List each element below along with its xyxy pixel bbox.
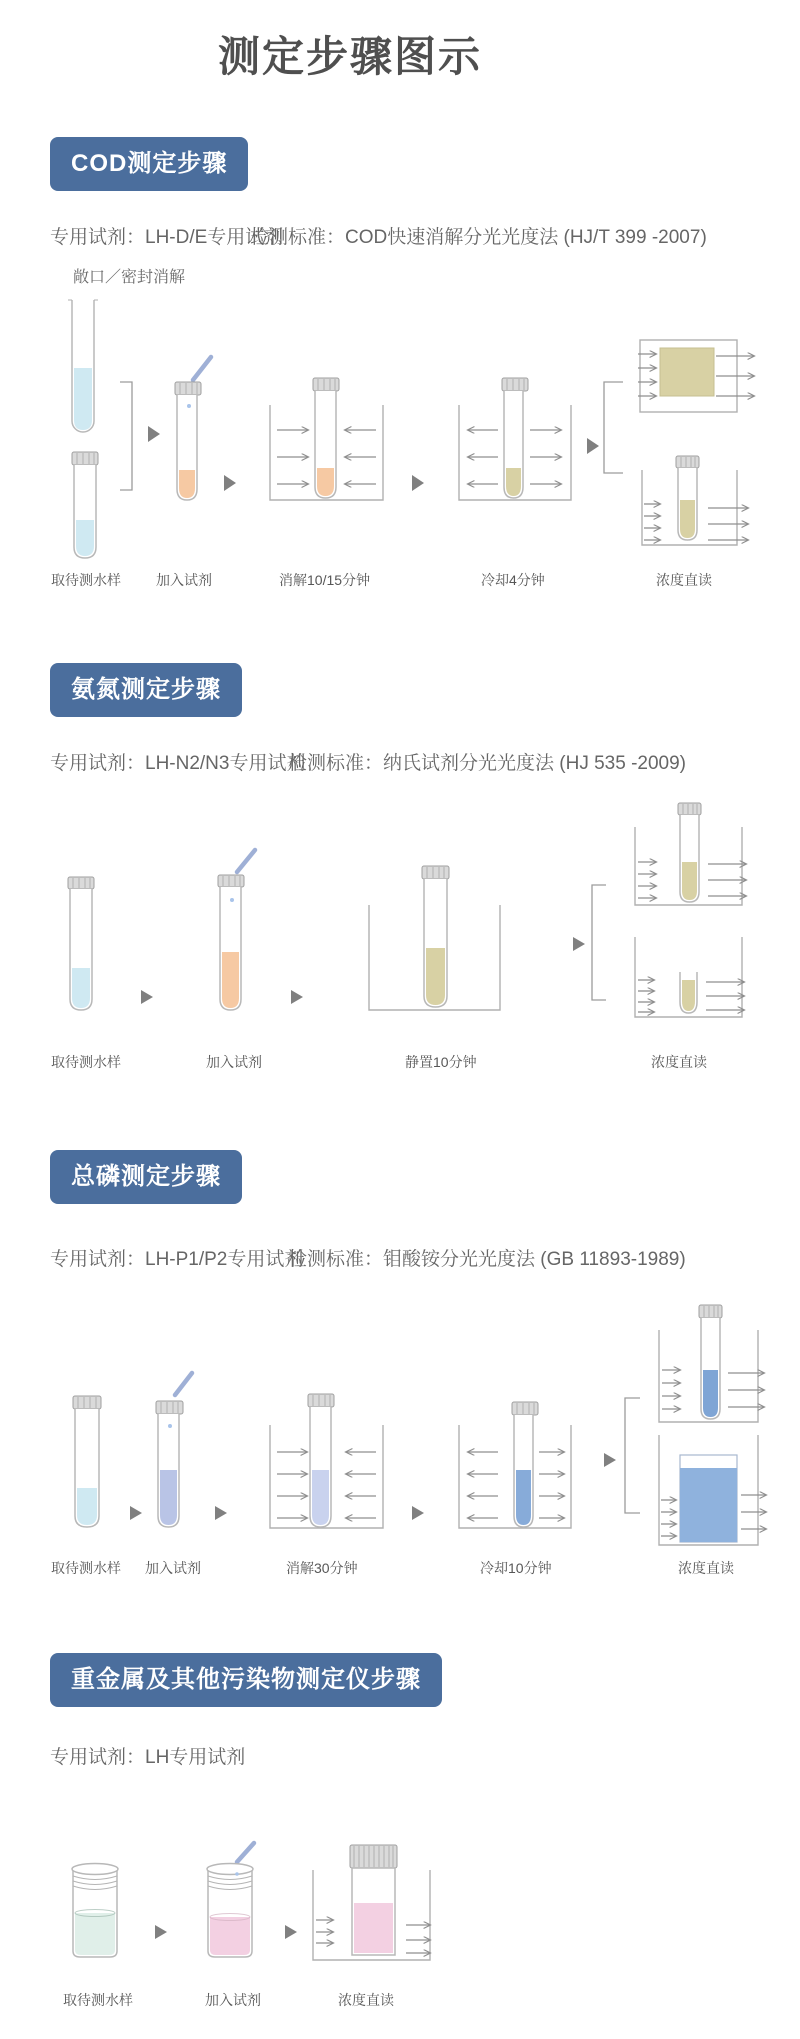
arrow-right-icon	[155, 1925, 167, 1939]
readout-bracket	[592, 885, 606, 1000]
section-cod-badge: COD测定步骤	[50, 137, 248, 191]
arrow-right-icon	[130, 1506, 142, 1520]
arrow-right-icon	[412, 475, 424, 491]
ammonia-process-diagram	[40, 790, 760, 1020]
arrow-right-icon	[604, 1453, 616, 1467]
step-caption: 消解30分钟	[286, 1560, 358, 1576]
standard-text: 检测标准：COD快速消解分光光度法 (HJ/T 399 -2007)	[250, 227, 707, 248]
step-caption: 取待测水样	[63, 1992, 133, 2008]
step-caption: 冷却10分钟	[480, 1560, 552, 1576]
phosphorus-process-diagram	[40, 1290, 760, 1550]
arrow-right-icon	[291, 990, 303, 1004]
cod-process-diagram	[40, 290, 760, 562]
dropper-icon	[237, 850, 255, 872]
step-caption: 消解10/15分钟	[279, 572, 371, 588]
arrow-right-icon	[224, 475, 236, 491]
arrow-right-icon	[215, 1506, 227, 1520]
capped-sample-tube-icon	[73, 1396, 101, 1527]
reagent-text: 专用试剂：LH-N2/N3专用试剂	[50, 753, 306, 774]
capped-sample-tube-icon	[72, 452, 98, 558]
reagent-text: 专用试剂：LH-D/E专用试剂	[50, 227, 284, 248]
photometer-readout-cell	[659, 1435, 766, 1545]
digestion-heater	[270, 378, 383, 500]
heavy-metal-process-diagram	[40, 1840, 480, 2000]
arrow-right-icon	[285, 1925, 297, 1939]
arrow-right-icon	[141, 990, 153, 1004]
cooling-stand	[459, 1402, 571, 1528]
dropper-icon	[193, 357, 211, 380]
readout-bracket	[604, 382, 623, 473]
reagent-text: 专用试剂：LH-P1/P2专用试剂	[50, 1249, 304, 1270]
arrow-right-icon	[587, 438, 599, 454]
step-caption: 取待测水样	[51, 1054, 121, 1070]
step-caption: 浓度直读	[656, 572, 712, 588]
photometer-readout-vial	[635, 937, 744, 1017]
settling-beaker	[369, 866, 500, 1010]
page-title: 测定步骤图示	[217, 33, 482, 80]
step-caption: 取待测水样	[51, 572, 121, 588]
photometer-readout-tube	[635, 803, 746, 905]
reagent-text: 专用试剂：LH专用试剂	[50, 1747, 246, 1768]
step-caption: 静置10分钟	[405, 1054, 477, 1070]
photometer-readout-tube	[659, 1305, 764, 1422]
dropper-icon	[175, 1373, 192, 1395]
step-caption: 取待测水样	[51, 1560, 121, 1576]
dropper-icon	[237, 1843, 254, 1862]
arrow-right-icon	[573, 937, 585, 951]
step-caption: 加入试剂	[205, 1992, 261, 2008]
step-caption: 浓度直读	[678, 1560, 734, 1576]
photometer-readout-tube	[642, 456, 748, 545]
step-caption: 加入试剂	[206, 1054, 262, 1070]
step-caption: 浓度直读	[338, 1992, 394, 2008]
alternative-bracket	[120, 382, 132, 490]
digestion-heater	[270, 1394, 383, 1528]
section-phosphorus-badge: 总磷测定步骤	[50, 1150, 242, 1204]
reagent-tube-icon	[175, 357, 211, 500]
sample-jar-icon	[72, 1864, 118, 1958]
arrow-right-icon	[148, 426, 160, 442]
step-caption: 加入试剂	[145, 1560, 201, 1576]
reagent-jar-icon	[207, 1843, 254, 1957]
step-caption: 浓度直读	[651, 1054, 707, 1070]
reagent-tube-icon	[156, 1373, 192, 1527]
step-caption: 冷却4分钟	[481, 572, 545, 588]
section-heavy-metal-badge: 重金属及其他污染物测定仪步骤	[50, 1653, 442, 1707]
reagent-tube-icon	[218, 850, 255, 1010]
open-sample-tube-icon	[68, 300, 98, 432]
step-caption: 加入试剂	[156, 572, 212, 588]
readout-bracket	[625, 1398, 640, 1513]
section-ammonia-badge: 氨氮测定步骤	[50, 663, 242, 717]
standard-text: 检测标准：钼酸铵分光光度法 (GB 11893-1989)	[288, 1249, 686, 1270]
cooling-stand	[459, 378, 571, 500]
photometer-readout-vial	[313, 1845, 430, 1960]
arrow-right-icon	[412, 1506, 424, 1520]
photometer-readout-cell	[638, 340, 754, 412]
standard-text: 检测标准：纳氏试剂分光光度法 (HJ 535 -2009)	[288, 753, 687, 774]
digestion-note: 敞口／密封消解	[73, 269, 186, 286]
capped-sample-tube-icon	[68, 877, 94, 1010]
